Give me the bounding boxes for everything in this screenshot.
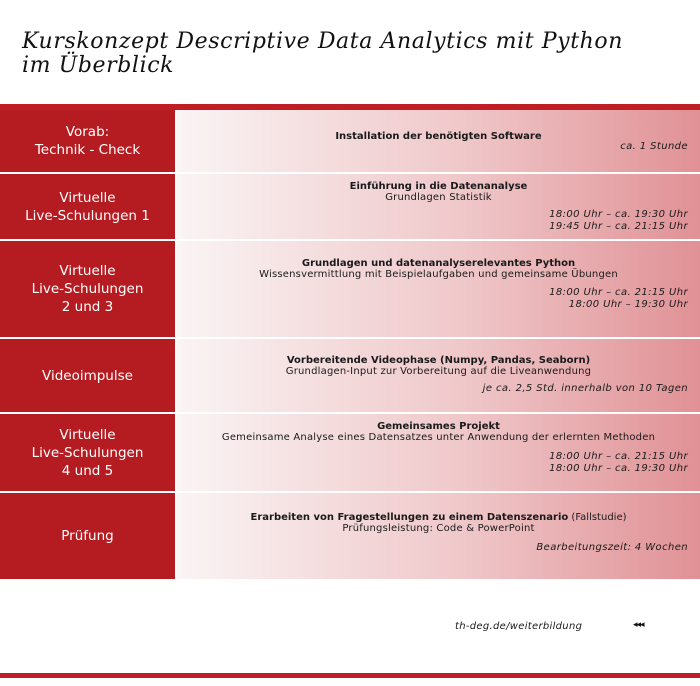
row-times: ca. 1 Stunde [620, 141, 688, 152]
row-label: Virtuelle Live-Schulungen 1 [0, 174, 177, 239]
row-times: 18:00 Uhr – ca. 19:30 Uhr 19:45 Uhr – ca. 21:15 Uhr [549, 209, 688, 232]
course-schedule [0, 110, 700, 579]
row-content [177, 241, 700, 337]
row-heading: Vorbereitende Videophase (Numpy, Pandas, Seaborn) [286, 355, 591, 366]
row-times: je ca. 2,5 Std. innerhalb von 10 Tagen [482, 383, 688, 394]
title-line-2: im Überblick [22, 53, 175, 78]
row-content [177, 174, 700, 239]
row-label: Virtuelle Live-Schulungen 2 und 3 [0, 241, 177, 337]
bottom-divider [0, 673, 700, 686]
row-subtitle: Grundlagen-Input zur Vorbereitung auf die Liveanwendung [285, 366, 592, 377]
row-subtitle: Grundlagen Statistik [385, 192, 492, 203]
row-times: 18:00 Uhr – ca. 21:15 Uhr 18:00 Uhr – ca. 19:30 Uhr [549, 451, 688, 474]
schedule-row [0, 412, 700, 491]
row-heading: Grundlagen und datenanalyserelevantes Python [301, 258, 576, 269]
title-line-1: Kurskonzept Descriptive Data Analytics mit Python [22, 29, 624, 54]
row-times: 18:00 Uhr – ca. 21:15 Uhr 18:00 Uhr – 19:30 Uhr [549, 287, 688, 310]
row-content [177, 493, 700, 579]
row-label: Virtuelle Live-Schulungen 4 und 5 [0, 414, 177, 491]
row-subtitle: Gemeinsame Analyse eines Datensatzes unter Anwendung der erlernten Methoden [221, 432, 656, 443]
row-subtitle: Wissensvermittlung mit Beispielaufgaben und gemeinsame Übungen [259, 269, 618, 280]
row-content [177, 414, 700, 491]
row-content [177, 339, 700, 412]
row-label: Videoimpulse [0, 339, 177, 412]
page-title [22, 30, 692, 78]
schedule-row [0, 172, 700, 239]
row-heading: Installation der benötigten Software [335, 131, 542, 142]
schedule-row [0, 110, 700, 172]
row-heading: Gemeinsames Projekt [377, 421, 500, 432]
row-subtitle: Prüfungsleistung: Code & PowerPoint [342, 523, 535, 534]
schedule-row [0, 491, 700, 579]
row-label: Vorab: Technik - Check [0, 110, 177, 172]
schedule-row [0, 239, 700, 337]
row-heading: Erarbeiten von Fragestellungen zu einem Datenszenario (Fallstudie) [250, 512, 627, 523]
row-heading: Einführung in die Datenanalyse [349, 181, 528, 192]
arrows-icon: ◂◂◂ [633, 620, 644, 630]
schedule-row [0, 337, 700, 412]
row-content [177, 110, 700, 172]
row-times: Bearbeitungszeit: 4 Wochen [536, 542, 688, 553]
row-label: Prüfung [0, 493, 177, 579]
website-link[interactable]: th-deg.de/weiterbildung [455, 621, 583, 632]
